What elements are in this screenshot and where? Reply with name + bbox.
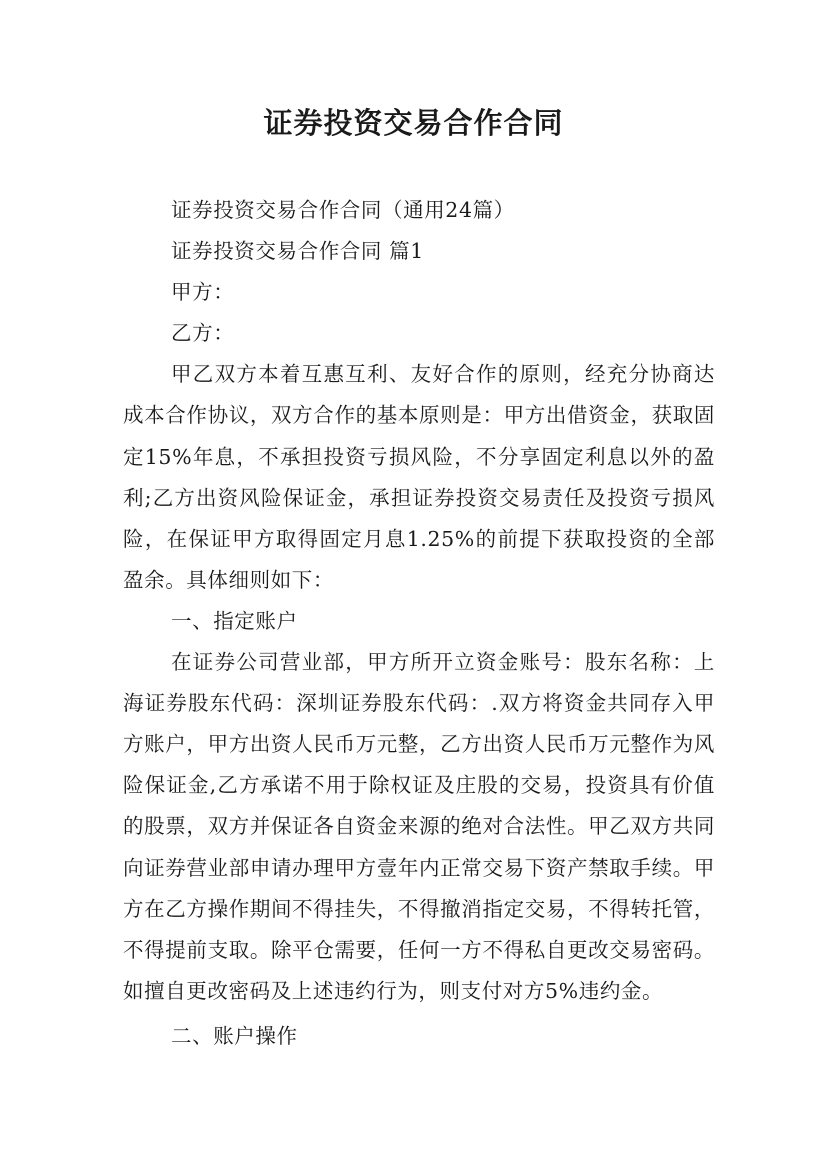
intro-paragraph: 甲乙双方本着互惠互利、友好合作的原则，经充分协商达成本合作协议，双方合作的基本原则是：甲方出借资金，获取固定15%年息，不承担投资亏损风险，不分享固定利息以外的盈利;乙方出资风险保证金，承担证券投资交易责任及投资亏损风险，在保证甲方取得固定月息1.25%的前提下获取投资的全部盈余。具体细则如下：: [123, 362, 715, 592]
section-heading-part1: 证券投资交易合作合同 篇1: [171, 239, 424, 264]
clause-heading-1: 一、指定账户: [171, 608, 298, 633]
party-b-label: 乙方：: [171, 321, 235, 346]
document-body: [123, 190, 715, 1057]
party-a-label: 甲方：: [171, 280, 235, 305]
clause-1-paragraph: 在证券公司营业部，甲方所开立资金账号：股东名称：上海证券股东代码：深圳证券股东代码：.双方将资金共同存入甲方账户，甲方出资人民币万元整，乙方出资人民币万元整作为风险保证金,乙方承诺不用于除权证及庄股的交易，投资具有价值的股票，双方并保证各自资金来源的绝对合法性。甲乙双方共同向证券营业部申请办理甲方壹年内正常交易下资产禁取手续。甲方在乙方操作期间不得挂失，不得撤消指定交易，不得转托管，不得提前支取。除平仓需要，任何一方不得私自更改交易密码。如擅自更改密码及上述违约行为，则支付对方5%违约金。: [123, 650, 715, 1003]
contract-subtitle: 证券投资交易合作合同（通用24篇）: [171, 198, 515, 222]
clause-heading-2: 二、账户操作: [171, 1023, 298, 1048]
document-title: 证券投资交易合作合同: [263, 106, 564, 140]
